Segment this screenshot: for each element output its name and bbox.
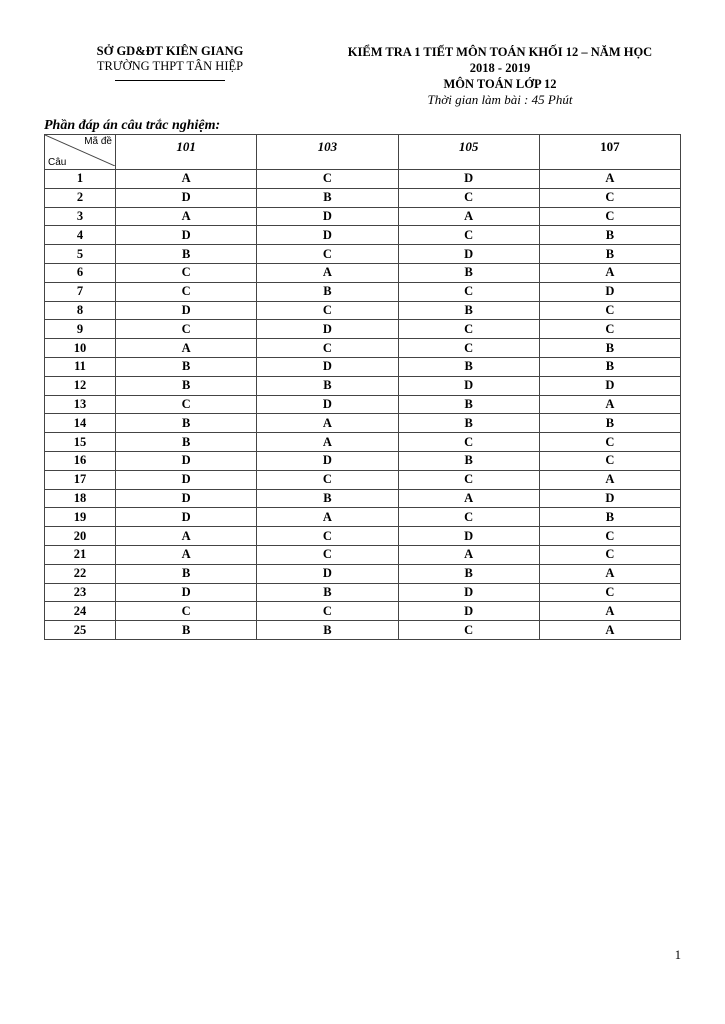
answer-cell: B	[116, 433, 257, 452]
answer-cell: B	[398, 451, 539, 470]
question-number-cell: 25	[45, 621, 116, 640]
answer-cell: D	[116, 489, 257, 508]
table-row	[45, 602, 681, 621]
answer-cell: C	[116, 263, 257, 282]
exam-duration: Thời gian làm bài : 45 Phút	[427, 92, 573, 107]
answer-cell: C	[257, 301, 398, 320]
question-number-cell: 9	[45, 320, 116, 339]
answer-cell: C	[116, 602, 257, 621]
answer-cell: D	[257, 451, 398, 470]
question-label: Câu	[48, 157, 67, 168]
question-number-cell: 20	[45, 527, 116, 546]
department-name: SỞ GD&ĐT KIÊN GIANG	[96, 44, 244, 58]
question-number-cell: 1	[45, 170, 116, 189]
answer-table	[44, 134, 681, 640]
exam-code-header: 107	[539, 135, 680, 170]
answer-cell: C	[398, 320, 539, 339]
answer-cell: C	[539, 207, 680, 226]
question-number-cell: 6	[45, 263, 116, 282]
answer-cell: A	[398, 489, 539, 508]
answer-cell: A	[398, 207, 539, 226]
answer-cell: C	[539, 583, 680, 602]
question-number-cell: 15	[45, 433, 116, 452]
table-row	[45, 320, 681, 339]
table-row	[45, 564, 681, 583]
answer-cell: A	[398, 545, 539, 564]
answer-cell: B	[539, 339, 680, 358]
school-name: TRƯỜNG THPT TÂN HIỆP	[96, 59, 244, 73]
answer-cell: D	[257, 395, 398, 414]
answer-table-body	[45, 170, 681, 640]
answer-cell: B	[116, 357, 257, 376]
answer-cell: B	[116, 414, 257, 433]
answer-cell: B	[257, 376, 398, 395]
answer-cell: C	[116, 282, 257, 301]
answer-cell: A	[116, 170, 257, 189]
exam-code-header: 103	[257, 135, 398, 170]
answer-cell: D	[398, 527, 539, 546]
table-row	[45, 527, 681, 546]
header-divider	[115, 80, 225, 81]
answer-cell: D	[539, 376, 680, 395]
answer-cell: C	[398, 282, 539, 301]
answer-cell: B	[257, 282, 398, 301]
table-row	[45, 414, 681, 433]
answer-cell: D	[398, 583, 539, 602]
answer-cell: B	[116, 376, 257, 395]
question-number-cell: 12	[45, 376, 116, 395]
section-title: Phần đáp án câu trắc nghiệm:	[44, 118, 221, 133]
answer-cell: C	[539, 301, 680, 320]
answer-cell: B	[539, 414, 680, 433]
answer-cell: A	[116, 207, 257, 226]
answer-cell: A	[539, 621, 680, 640]
answer-cell: C	[398, 188, 539, 207]
answer-cell: B	[257, 489, 398, 508]
table-row	[45, 339, 681, 358]
school-year: 2018 - 2019	[469, 61, 531, 75]
question-number-cell: 4	[45, 226, 116, 245]
answer-cell: D	[257, 207, 398, 226]
answer-cell: D	[116, 226, 257, 245]
answer-cell: D	[398, 170, 539, 189]
answer-cell: B	[398, 301, 539, 320]
answer-cell: A	[116, 339, 257, 358]
answer-cell: A	[539, 564, 680, 583]
answer-cell: B	[398, 263, 539, 282]
answer-cell: B	[539, 357, 680, 376]
question-number-cell: 8	[45, 301, 116, 320]
table-row	[45, 282, 681, 301]
answer-cell: B	[398, 414, 539, 433]
answer-cell: D	[539, 489, 680, 508]
question-number-cell: 2	[45, 188, 116, 207]
question-number-cell: 11	[45, 357, 116, 376]
subject-title: MÔN TOÁN LỚP 12	[443, 77, 557, 91]
answer-cell: C	[539, 545, 680, 564]
answer-cell: D	[116, 508, 257, 527]
answer-cell: A	[257, 263, 398, 282]
table-row	[45, 170, 681, 189]
answer-cell: C	[539, 451, 680, 470]
answer-cell: A	[116, 545, 257, 564]
answer-cell: B	[257, 188, 398, 207]
question-number-cell: 3	[45, 207, 116, 226]
answer-cell: C	[398, 508, 539, 527]
answer-cell: C	[257, 545, 398, 564]
question-number-cell: 17	[45, 470, 116, 489]
answer-cell: D	[398, 602, 539, 621]
exam-code-header: 105	[398, 135, 539, 170]
answer-cell: B	[398, 357, 539, 376]
exam-code-label: Mã đề	[84, 136, 112, 147]
table-row	[45, 621, 681, 640]
answer-cell: C	[257, 245, 398, 264]
exam-code-header: 101	[116, 135, 257, 170]
table-row	[45, 433, 681, 452]
question-number-cell: 5	[45, 245, 116, 264]
question-number-cell: 23	[45, 583, 116, 602]
answer-cell: D	[116, 188, 257, 207]
answer-cell: B	[539, 245, 680, 264]
question-number-cell: 7	[45, 282, 116, 301]
answer-cell: C	[257, 527, 398, 546]
table-row	[45, 508, 681, 527]
answer-cell: A	[116, 527, 257, 546]
table-row	[45, 226, 681, 245]
answer-cell: C	[116, 395, 257, 414]
corner-cell	[45, 135, 116, 170]
question-number-cell: 19	[45, 508, 116, 527]
answer-cell: A	[257, 508, 398, 527]
answer-cell: D	[257, 357, 398, 376]
table-row	[45, 263, 681, 282]
table-row	[45, 395, 681, 414]
table-row	[45, 470, 681, 489]
answer-cell: A	[539, 170, 680, 189]
answer-cell: B	[257, 621, 398, 640]
answer-cell: C	[398, 470, 539, 489]
answer-cell: A	[539, 602, 680, 621]
header-right	[300, 44, 700, 108]
table-row	[45, 301, 681, 320]
header-left	[75, 44, 265, 81]
table-header-row	[45, 135, 681, 170]
table-row	[45, 583, 681, 602]
page-number: 1	[674, 948, 681, 962]
answer-cell: D	[539, 282, 680, 301]
exam-title: KIỂM TRA 1 TIẾT MÔN TOÁN KHỐI 12 – NĂM HỌC	[347, 45, 653, 59]
answer-cell: C	[539, 527, 680, 546]
question-number-cell: 10	[45, 339, 116, 358]
answer-cell: C	[257, 602, 398, 621]
answer-cell: B	[116, 564, 257, 583]
answer-cell: C	[257, 470, 398, 489]
answer-cell: D	[398, 245, 539, 264]
answer-cell: B	[116, 621, 257, 640]
answer-cell: D	[257, 226, 398, 245]
table-row	[45, 451, 681, 470]
answer-cell: C	[398, 433, 539, 452]
table-row	[45, 245, 681, 264]
answer-cell: D	[398, 376, 539, 395]
question-number-cell: 14	[45, 414, 116, 433]
question-number-cell: 22	[45, 564, 116, 583]
answer-cell: D	[116, 470, 257, 489]
answer-cell: C	[116, 320, 257, 339]
table-row	[45, 207, 681, 226]
answer-cell: C	[398, 339, 539, 358]
answer-cell: C	[539, 320, 680, 339]
question-number-cell: 21	[45, 545, 116, 564]
table-row	[45, 376, 681, 395]
table-row	[45, 357, 681, 376]
question-number-cell: 24	[45, 602, 116, 621]
answer-cell: D	[257, 564, 398, 583]
question-number-cell: 16	[45, 451, 116, 470]
table-row	[45, 545, 681, 564]
answer-cell: C	[539, 188, 680, 207]
answer-cell: B	[398, 564, 539, 583]
table-row	[45, 188, 681, 207]
answer-cell: D	[116, 301, 257, 320]
answer-cell: B	[539, 508, 680, 527]
answer-cell: A	[539, 263, 680, 282]
answer-cell: C	[539, 433, 680, 452]
answer-cell: A	[539, 470, 680, 489]
answer-cell: B	[398, 395, 539, 414]
answer-cell: A	[539, 395, 680, 414]
answer-cell: D	[257, 320, 398, 339]
answer-cell: D	[116, 451, 257, 470]
table-row	[45, 489, 681, 508]
answer-cell: B	[257, 583, 398, 602]
answer-cell: D	[116, 583, 257, 602]
answer-cell: C	[257, 170, 398, 189]
answer-cell: A	[257, 433, 398, 452]
answer-cell: C	[398, 621, 539, 640]
answer-cell: C	[398, 226, 539, 245]
answer-cell: B	[116, 245, 257, 264]
answer-cell: A	[257, 414, 398, 433]
question-number-cell: 18	[45, 489, 116, 508]
answer-cell: C	[257, 339, 398, 358]
answer-cell: B	[539, 226, 680, 245]
question-number-cell: 13	[45, 395, 116, 414]
